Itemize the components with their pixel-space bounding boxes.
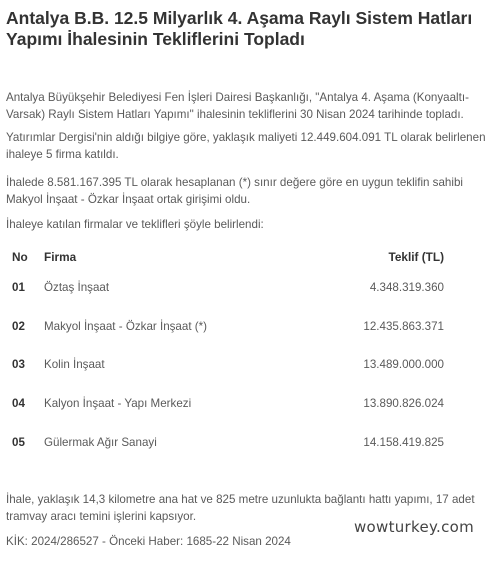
watermark-logo: wowturkey.com xyxy=(354,512,474,542)
table-row xyxy=(6,384,452,423)
header-firm: Firma xyxy=(44,250,77,264)
scope-paragraph: İhale, yaklaşık 14,3 kilometre ana hat ve 825 metre uzunlukta bağlantı hattı yapımı, 17 adet tramvay aracı temini işlerini kapsıyor. xyxy=(6,493,475,523)
row-offer: 12.435.863.371 xyxy=(363,319,444,333)
row-offer: 13.890.826.024 xyxy=(363,397,444,411)
row-no: 04 xyxy=(12,397,25,411)
row-firm: Kalyon İnşaat - Yapı Merkezi xyxy=(44,397,192,411)
table-row xyxy=(6,423,452,462)
table-intro-paragraph: İhaleye katılan firmalar ve teklifleri şöyle belirlendi: xyxy=(6,218,264,231)
article-title: Antalya B.B. 12.5 Milyarlık 4. Aşama Raylı Sistem Hatları Yapımı İhalesinin Tekliflerini Topladı xyxy=(6,8,473,49)
row-offer: 13.489.000.000 xyxy=(363,358,444,372)
header-no: No xyxy=(12,250,28,264)
table-header-row xyxy=(6,246,452,268)
row-firm: Gülermak Ağır Sanayi xyxy=(44,436,157,450)
table-row xyxy=(6,268,452,307)
row-no: 05 xyxy=(12,436,25,450)
cost-paragraph: Yatırımlar Dergisi'nin aldığı bilgiye göre, yaklaşık maliyeti 12.449.604.091 TL olarak belirlenen ihaleye 5 firma katıldı. xyxy=(6,131,486,161)
reference-line: KİK: 2024/286527 - Önceki Haber: 1685-22 Nisan 2024 xyxy=(6,535,291,548)
offers-table xyxy=(6,246,452,462)
intro-paragraph: Antalya Büyükşehir Belediyesi Fen İşleri Dairesi Başkanlığı, "Antalya 4. Aşama (Konyaaltı-Varsak) Raylı Sistem Hatları Yapımı" ihalesinin tekliflerini 30 Nisan 2024 tarihinde topladı. xyxy=(6,91,469,121)
row-no: 02 xyxy=(12,319,25,333)
winner-paragraph: İhalede 8.581.167.395 TL olarak hesaplanan (*) sınır değere göre en uygun teklifin sahibi Makyol İnşaat - Özkar İnşaat ortak girişimi oldu. xyxy=(6,176,463,206)
row-no: 01 xyxy=(12,280,25,294)
header-offer: Teklif (TL) xyxy=(388,250,444,264)
table-row xyxy=(6,307,452,346)
table-row xyxy=(6,346,452,385)
row-firm: Öztaş İnşaat xyxy=(44,280,110,294)
row-firm: Kolin İnşaat xyxy=(44,358,105,372)
row-offer: 14.158.419.825 xyxy=(363,436,444,450)
row-offer: 4.348.319.360 xyxy=(369,280,444,294)
row-no: 03 xyxy=(12,358,25,372)
row-firm: Makyol İnşaat - Özkar İnşaat (*) xyxy=(44,319,208,333)
